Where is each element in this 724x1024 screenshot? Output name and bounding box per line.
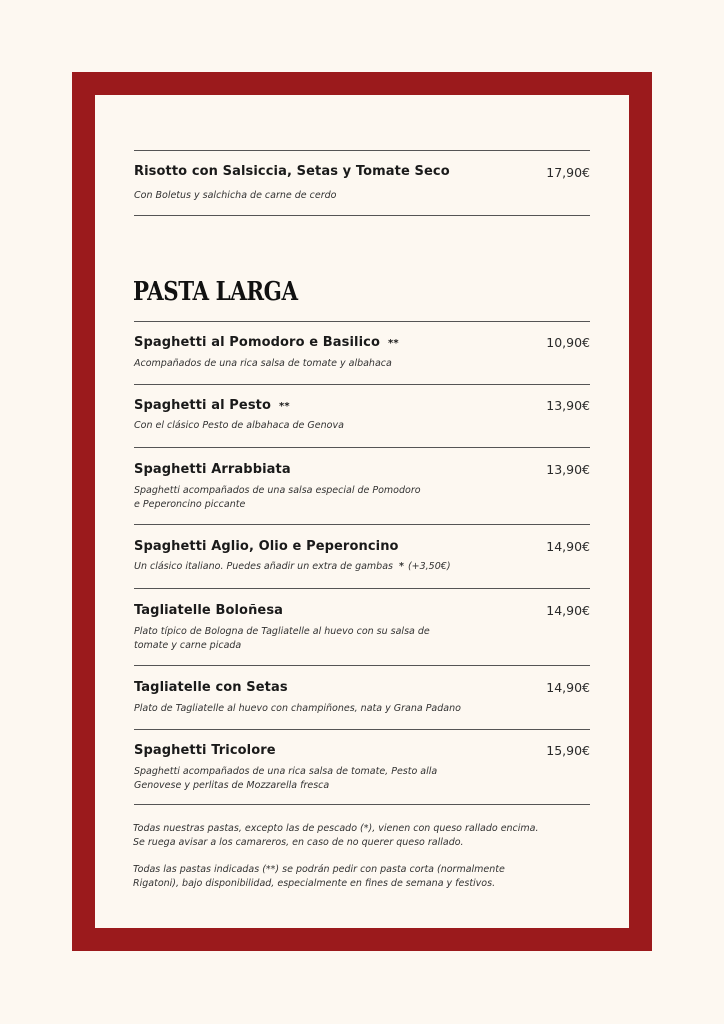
section-title: PASTA LARGA xyxy=(133,277,298,307)
item-name: Tagliatelle Boloñesa xyxy=(134,603,284,618)
footer-note: Todas las pastas indicadas (**) se podrán pedir con pasta corta (normalmente xyxy=(133,864,505,875)
item-description: Con Boletus y salchicha de carne de cerdo xyxy=(134,190,337,201)
item-price: 14,90€ xyxy=(546,539,590,554)
item-description: Con el clásico Pesto de albahaca de Genova xyxy=(134,420,344,431)
footer-note: Se ruega avisar a los camareros, en caso de no querer queso rallado. xyxy=(133,837,464,848)
divider xyxy=(134,524,590,525)
divider xyxy=(134,150,590,151)
item-price: 15,90€ xyxy=(546,743,590,758)
divider xyxy=(134,665,590,666)
item-price: 10,90€ xyxy=(546,335,590,350)
pasta-corta-marker: ** xyxy=(279,401,290,412)
item-name: Tagliatelle con Setas xyxy=(134,680,288,695)
item-description: Un clásico italiano. Puedes añadir un extra de gambas * (+3,50€) xyxy=(134,561,451,572)
footer-note: Rigatoni), bajo disponibilidad, especialmente en fines de semana y festivos. xyxy=(133,878,496,889)
item-price: 14,90€ xyxy=(546,680,590,695)
item-description: Plato de Tagliatelle al huevo con champiñones, nata y Grana Padano xyxy=(134,703,461,714)
divider xyxy=(134,215,590,216)
item-description: Genovese y perlitas de Mozzarella fresca xyxy=(134,780,330,791)
item-name: Spaghetti al Pomodoro e Basilico ** xyxy=(134,335,399,350)
item-description: Acompañados de una rica salsa de tomate y albahaca xyxy=(134,358,392,369)
item-description: tomate y carne picada xyxy=(134,640,242,651)
item-price: 17,90€ xyxy=(546,165,590,180)
item-name: Spaghetti Tricolore xyxy=(134,743,276,758)
item-name: Spaghetti Aglio, Olio e Peperoncino xyxy=(134,539,399,554)
divider xyxy=(134,321,590,322)
item-description: Spaghetti acompañados de una rica salsa de tomate, Pesto alla xyxy=(134,766,438,777)
extra-price: (+3,50€) xyxy=(407,561,451,572)
pasta-corta-marker: ** xyxy=(388,338,399,349)
divider xyxy=(134,588,590,589)
divider xyxy=(134,384,590,385)
item-price: 13,90€ xyxy=(546,462,590,477)
item-description: Plato típico de Bologna de Tagliatelle al huevo con su salsa de xyxy=(134,626,430,637)
item-description: Spaghetti acompañados de una salsa especial de Pomodoro xyxy=(134,485,421,496)
divider xyxy=(134,804,590,805)
item-name: Spaghetti al Pesto ** xyxy=(134,398,290,413)
divider xyxy=(134,729,590,730)
divider xyxy=(134,447,590,448)
footer-note: Todas nuestras pastas, excepto las de pescado (*), vienen con queso rallado encima. xyxy=(133,823,539,834)
item-price: 14,90€ xyxy=(546,603,590,618)
seafood-marker: * xyxy=(398,561,404,572)
item-name: Spaghetti Arrabbiata xyxy=(134,462,291,477)
item-name: Risotto con Salsiccia, Setas y Tomate Seco xyxy=(134,164,450,179)
item-description: e Peperoncino piccante xyxy=(134,499,246,510)
item-price: 13,90€ xyxy=(546,398,590,413)
